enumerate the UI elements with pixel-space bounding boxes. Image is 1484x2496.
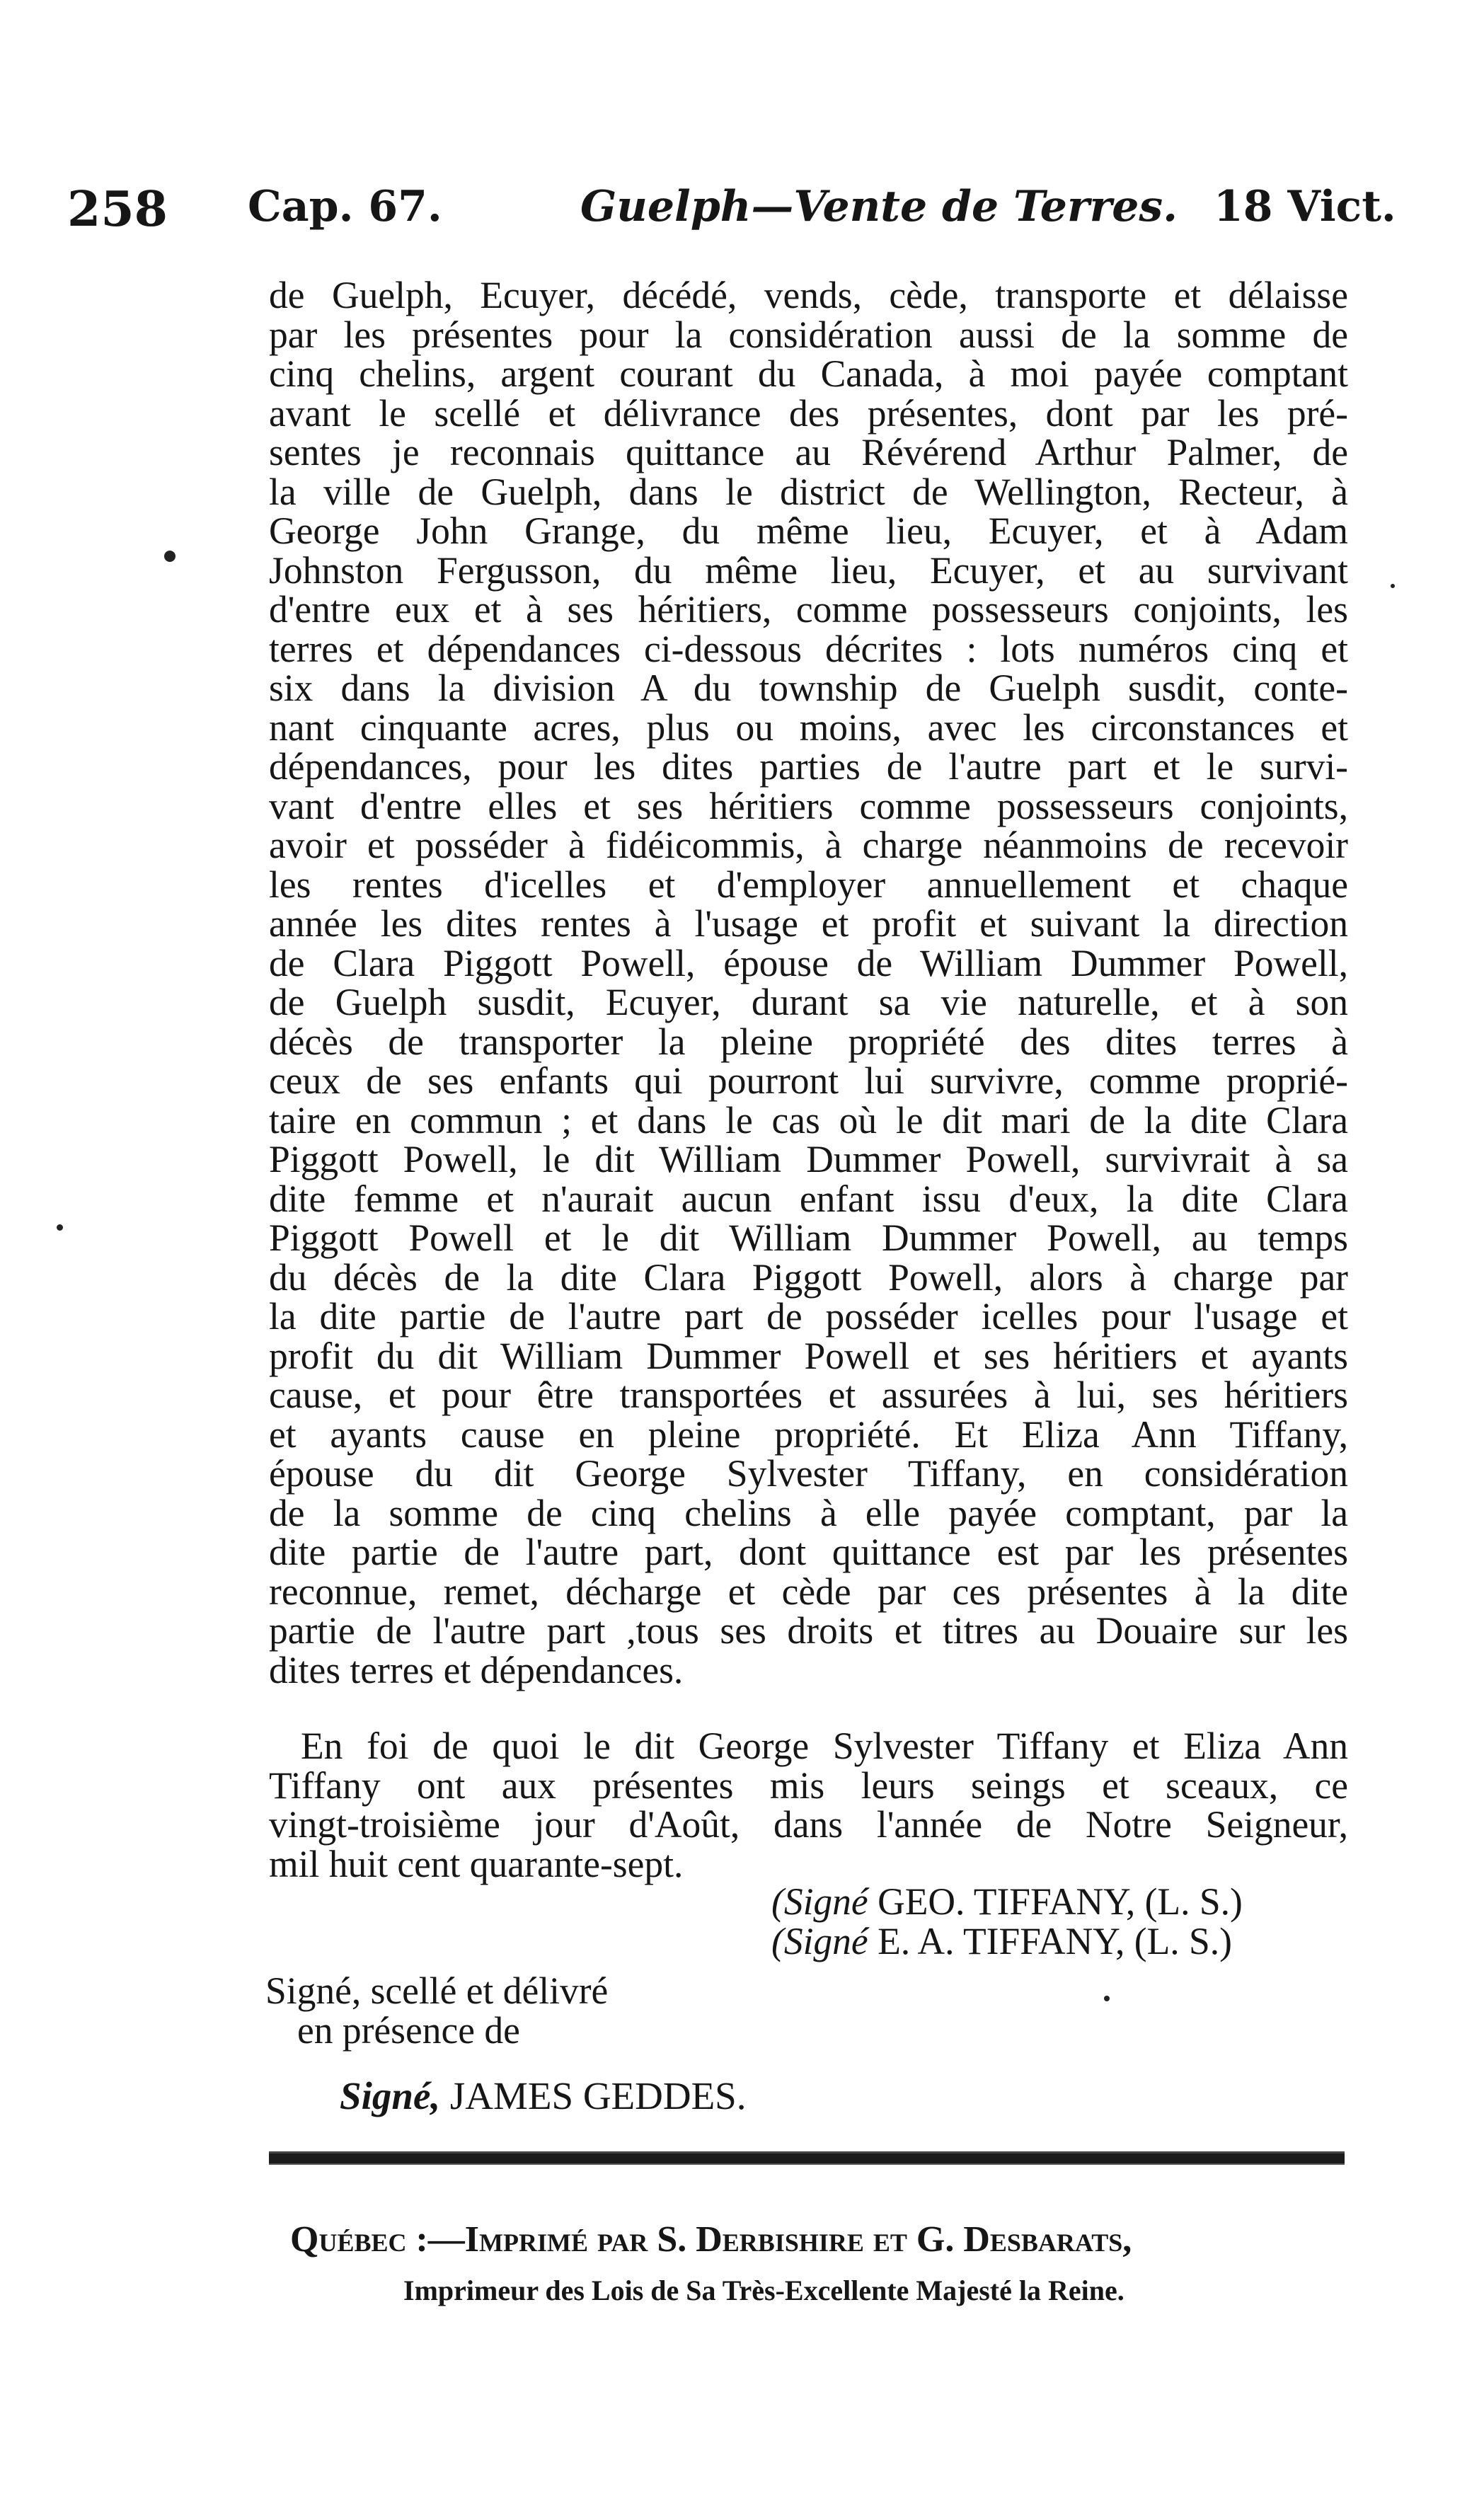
body-line: reconnue, remet, décharge et cède par ces présentes à la dite: [269, 1570, 1348, 1613]
body-line: et ayants cause en pleine propriété. Et Eliza Ann Tiffany,: [269, 1413, 1348, 1456]
body-line: du décès de la dite Clara Piggott Powell, alors à charge par: [269, 1255, 1348, 1299]
ink-speck: [1391, 584, 1395, 588]
body-line: avant le scellé et délivrance des présentes, dont par les pré-: [269, 391, 1348, 435]
body-line: Johnston Fergusson, du même lieu, Ecuyer, et au survivant: [269, 548, 1348, 592]
signature-prefix: Signé,: [340, 2074, 441, 2117]
divider-rule: [269, 2151, 1345, 2165]
signature-geo-tiffany: [771, 1880, 1243, 1923]
body-line: nant cinquante acres, plus ou moins, avec les circonstances et: [269, 706, 1348, 749]
body-line: avoir et posséder à fidéicommis, à charge néanmoins de recevoir: [269, 824, 1348, 866]
body-line: profit du dit William Dummer Powell et ses héritiers et ayants: [269, 1334, 1348, 1377]
witness-paragraph: [269, 1727, 1348, 1884]
body-line: les rentes d'icelles et d'employer annuellement et chaque: [269, 863, 1348, 906]
signature-name: JAMES GEDDES.: [440, 2074, 747, 2117]
signature-name: E. A. TIFFANY, (L. S.): [868, 1920, 1232, 1962]
body-line: de Guelph susdit, Ecuyer, durant sa vie naturelle, et à son: [269, 981, 1348, 1023]
body-line: de la somme de cinq chelins à elle payée comptant, par la: [269, 1491, 1348, 1534]
signature-name: GEO. TIFFANY, (L. S.): [868, 1880, 1243, 1923]
ink-speck: [1104, 1996, 1110, 2001]
body-line: partie de l'autre part ,tous ses droits et titres au Douaire sur les: [269, 1609, 1348, 1652]
body-line: dépendances, pour les dites parties de l'autre part et le survi-: [269, 745, 1348, 788]
chapter-label: Cap. 67.: [248, 182, 442, 231]
body-line: d'entre eux et à ses héritiers, comme possesseurs conjoints, les: [269, 588, 1348, 631]
body-line: par les présentes pour la considération aussi de la somme de: [269, 313, 1348, 356]
witness-signature: [340, 2074, 747, 2118]
body-line: de Guelph, Ecuyer, décédé, vends, cède, transporte et délaisse: [269, 274, 1348, 316]
body-line: dite femme et n'aurait aucun enfant issu d'eux, la dite Clara: [269, 1177, 1348, 1220]
body-line: dite partie de l'autre part, dont quittance est par les présentes: [269, 1531, 1348, 1573]
regnal-year: 18 Vict.: [1214, 182, 1396, 231]
body-line: de Clara Piggott Powell, épouse de William Dummer Powell,: [269, 941, 1348, 984]
signature-prefix: (Signé: [771, 1880, 868, 1923]
signature-prefix: (Signé: [771, 1920, 868, 1962]
body-line: la ville de Guelph, dans le district de Wellington, Recteur, à: [269, 470, 1348, 513]
body-line: Piggott Powell et le dit William Dummer Powell, au temps: [269, 1217, 1348, 1259]
signature-ea-tiffany: [771, 1919, 1232, 1963]
deed-paragraph: [269, 276, 1348, 1690]
body-line: vant d'entre elles et ses héritiers comme possesseurs conjoints,: [269, 784, 1348, 827]
body-line: ceux de ses enfants qui pourront lui survivre, comme proprié-: [269, 1059, 1348, 1102]
sealed-line: Signé, scellé et délivré: [265, 1969, 609, 2012]
body-line: cause, et pour être transportées et assurées à lui, ses héritiers: [269, 1374, 1348, 1416]
page-title: Guelph—Vente de Terres.: [580, 182, 1178, 231]
body-line: épouse du dit George Sylvester Tiffany, en considération: [269, 1452, 1348, 1495]
ink-speck: [164, 551, 176, 562]
body-line: taire en commun ; et dans le cas où le dit mari de la dite Clara: [269, 1098, 1348, 1141]
printer-title: Imprimeur des Lois de Sa Très-Excellente Majesté la Reine.: [403, 2274, 1124, 2306]
page-number: 258: [67, 181, 168, 238]
body-line: décès de transporter la pleine propriété des dites terres à: [269, 1020, 1348, 1063]
body-line: dites terres et dépendances.: [269, 1648, 684, 1691]
witness-line: vingt-troisième jour d'Août, dans l'année de Notre Seigneur,: [269, 1803, 1348, 1846]
witness-line: Tiffany ont aux présentes mis leurs seings et sceaux, ce: [269, 1764, 1348, 1807]
body-line: six dans la division A du township de Guelph susdit, conte-: [269, 667, 1348, 709]
ink-speck: [57, 1224, 63, 1231]
witness-line: En foi de quoi le dit George Sylvester Tiffany et Eliza Ann: [301, 1725, 1348, 1767]
body-line: la dite partie de l'autre part de posséder icelles pour l'usage et: [269, 1295, 1348, 1338]
presence-line: en présence de: [297, 2009, 520, 2052]
body-line: cinq chelins, argent courant du Canada, à moi payée comptant: [269, 352, 1348, 395]
body-line: Piggott Powell, le dit William Dummer Powell, survivrait à sa: [269, 1138, 1348, 1180]
imprint-printers: :—Imprimé par S. Derbishire et G. Desbarats,: [406, 2219, 1132, 2260]
printer-imprint: [290, 2219, 1132, 2260]
body-line: sentes je reconnais quittance au Révérend Arthur Palmer, de: [269, 431, 1348, 473]
body-line: terres et dépendances ci-dessous décrites : lots numéros cinq et: [269, 627, 1348, 670]
witness-line: mil huit cent quarante-sept.: [269, 1842, 684, 1885]
imprint-city: Québec: [290, 2219, 407, 2260]
body-line: année les dites rentes à l'usage et profit et suivant la direction: [269, 902, 1348, 945]
body-line: George John Grange, du même lieu, Ecuyer, et à Adam: [269, 510, 1348, 552]
